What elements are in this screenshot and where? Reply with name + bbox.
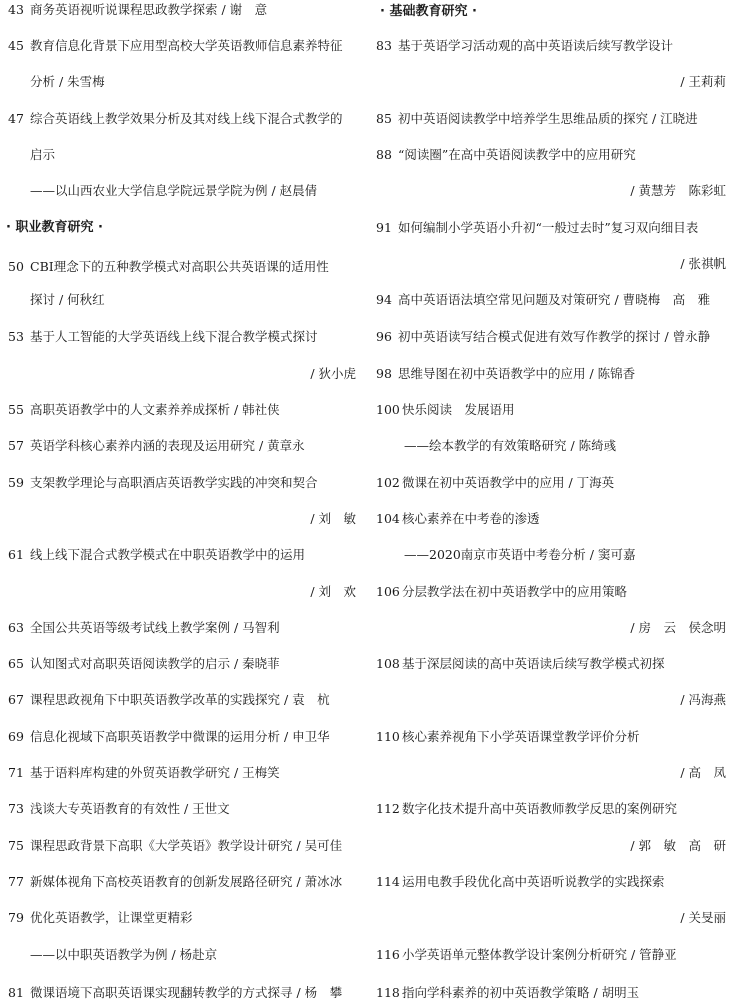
toc-entry[interactable] xyxy=(8,801,230,817)
page-number: 112 xyxy=(376,801,400,816)
toc-entry-author[interactable] xyxy=(398,910,726,926)
toc-entry[interactable] xyxy=(376,402,515,418)
toc-entry-author[interactable] xyxy=(398,838,726,854)
toc-entry-continued[interactable] xyxy=(30,74,105,90)
toc-entry-subtitle[interactable] xyxy=(404,547,635,563)
toc-entry[interactable] xyxy=(8,910,193,926)
toc-entry[interactable] xyxy=(376,366,635,382)
toc-entry-subtitle[interactable] xyxy=(404,438,616,454)
toc-entry[interactable] xyxy=(376,874,665,890)
entry-title: 教育信息化背景下应用型高校大学英语教师信息素养特征 xyxy=(30,38,343,53)
entry-title: CBI理念下的五种教学模式对高职公共英语课的适用性 xyxy=(30,259,329,274)
toc-entry-author[interactable] xyxy=(398,256,726,272)
entry-title: 认知图式对高职英语阅读教学的启示 / 秦晓菲 xyxy=(30,656,280,671)
entry-title: 启示 xyxy=(30,147,56,162)
entry-title: 优化英语教学，让课堂更精彩 xyxy=(30,910,193,925)
toc-entry-continued[interactable] xyxy=(30,292,105,308)
toc-entry-subtitle[interactable] xyxy=(30,947,217,963)
page-number: 53 xyxy=(8,329,24,344)
toc-entry[interactable] xyxy=(376,947,677,963)
entry-title: 全国公共英语等级考试线上教学案例 / 马智利 xyxy=(30,620,280,635)
page-number: 65 xyxy=(8,656,24,671)
entry-author: / 房 云 侯念明 xyxy=(630,620,726,635)
entry-author: / 冯海燕 xyxy=(680,692,726,707)
entry-title: 核心素养在中考卷的渗透 xyxy=(402,511,540,526)
toc-entry[interactable] xyxy=(376,511,540,527)
toc-entry-author[interactable] xyxy=(30,511,356,527)
page-number: 69 xyxy=(8,729,24,744)
entry-title: 小学英语单元整体教学设计案例分析研究 / 管静亚 xyxy=(402,947,677,962)
toc-entry[interactable] xyxy=(376,584,627,600)
toc-entry-continued[interactable] xyxy=(30,147,55,163)
entry-title: 英语学科核心素养内涵的表现及运用研究 / 黄章永 xyxy=(30,438,305,453)
entry-title: ——以山西农业大学信息学院远景学院为例 / 赵晨倩 xyxy=(30,183,318,198)
toc-entry[interactable] xyxy=(376,111,698,127)
toc-entry-author[interactable] xyxy=(30,366,356,382)
toc-entry[interactable] xyxy=(8,2,267,18)
page-number: 108 xyxy=(376,656,400,671)
page-number: 75 xyxy=(8,838,24,853)
entry-author: / 黄慧芳 陈彩虹 xyxy=(630,183,726,198)
section-heading-vocational: · 职业教育研究 · xyxy=(6,220,103,235)
toc-entry[interactable] xyxy=(8,38,343,54)
entry-title: 如何编制小学英语小升初“一般过去时”复习双向细目表 xyxy=(398,220,699,235)
toc-entry[interactable] xyxy=(376,292,710,308)
entry-title: 商务英语视听说课程思政教学探索 / 谢 意 xyxy=(30,2,268,17)
page-number: 61 xyxy=(8,547,24,562)
page-number: 83 xyxy=(376,38,392,53)
entry-title: 微课在初中英语教学中的应用 / 丁海英 xyxy=(402,475,615,490)
entry-title: 思维导图在初中英语教学中的应用 / 陈锦香 xyxy=(398,366,636,381)
toc-entry-author[interactable] xyxy=(398,765,726,781)
page-number: 63 xyxy=(8,620,24,635)
toc-entry[interactable] xyxy=(8,620,280,636)
entry-title: 基于语料库构建的外贸英语教学研究 / 王梅笑 xyxy=(30,765,280,780)
entry-author: / 狄小虎 xyxy=(310,366,356,381)
page-number: 104 xyxy=(376,511,400,526)
page-number: 45 xyxy=(8,38,24,53)
entry-title: 新媒体视角下高校英语教育的创新发展路径研究 / 萧冰冰 xyxy=(30,874,343,889)
toc-entry[interactable] xyxy=(376,801,677,817)
entry-title: 快乐阅读 发展语用 xyxy=(402,402,515,417)
toc-entry[interactable] xyxy=(8,765,280,781)
page-number: 94 xyxy=(376,292,392,307)
toc-entry[interactable] xyxy=(8,692,330,708)
toc-entry-author[interactable] xyxy=(398,620,726,636)
page-number: 110 xyxy=(376,729,400,744)
entry-title: 信息化视域下高职英语教学中微课的运用分析 / 申卫华 xyxy=(30,729,330,744)
entry-title: 核心素养视角下小学英语课堂教学评价分析 xyxy=(402,729,640,744)
toc-entry[interactable] xyxy=(8,438,305,454)
toc-entry[interactable] xyxy=(376,38,673,54)
toc-entry[interactable] xyxy=(376,985,639,1001)
page-number: 47 xyxy=(8,111,24,126)
toc-entry[interactable] xyxy=(8,111,343,127)
page-number: 98 xyxy=(376,366,392,381)
entry-title: 浅谈大专英语教育的有效性 / 王世文 xyxy=(30,801,230,816)
toc-entry-subtitle[interactable] xyxy=(30,183,317,199)
entry-author: / 王莉莉 xyxy=(680,74,726,89)
toc-entry[interactable] xyxy=(376,329,710,345)
page-number: 57 xyxy=(8,438,24,453)
entry-title: 课程思政背景下高职《大学英语》教学设计研究 / 吴可佳 xyxy=(30,838,343,853)
entry-title: ——2020南京市英语中考卷分析 / 窦可嘉 xyxy=(404,547,636,562)
entry-author: / 张祺帆 xyxy=(680,256,726,271)
entry-title: 基于人工智能的大学英语线上线下混合教学模式探讨 xyxy=(30,329,318,344)
toc-entry[interactable] xyxy=(376,475,614,491)
page-number: 91 xyxy=(376,220,392,235)
page-number: 43 xyxy=(8,2,24,17)
page-number: 77 xyxy=(8,874,24,889)
toc-entry[interactable] xyxy=(376,147,636,163)
toc-entry-author[interactable] xyxy=(398,74,726,90)
toc-entry[interactable] xyxy=(8,729,330,745)
toc-entry[interactable] xyxy=(8,874,342,890)
toc-entry[interactable] xyxy=(8,656,280,672)
entry-title: 综合英语线上教学效果分析及其对线上线下混合式教学的 xyxy=(30,111,343,126)
toc-entry[interactable] xyxy=(8,259,329,275)
entry-title: 课程思政视角下中职英语教学改革的实践探究 / 袁 杭 xyxy=(30,692,330,707)
page-number: 102 xyxy=(376,475,400,490)
entry-title: ——以中职英语教学为例 / 杨赴京 xyxy=(30,947,218,962)
toc-entry[interactable] xyxy=(8,838,342,854)
entry-title: 基于深层阅读的高中英语读后续写教学模式初探 xyxy=(402,656,665,671)
toc-entry[interactable] xyxy=(376,220,698,236)
page-number: 118 xyxy=(376,985,400,1000)
entry-author: / 关旻丽 xyxy=(680,910,726,925)
entry-author: / 高 凤 xyxy=(680,765,726,780)
section-heading-basic: · 基础教育研究 · xyxy=(380,4,477,19)
page-number: 88 xyxy=(376,147,392,162)
page-number: 59 xyxy=(8,475,24,490)
page-number: 85 xyxy=(376,111,392,126)
entry-author: / 刘 欢 xyxy=(310,584,356,599)
toc-entry[interactable] xyxy=(8,402,280,418)
entry-title: 基于英语学习活动观的高中英语读后续写教学设计 xyxy=(398,38,674,53)
page-number: 50 xyxy=(8,259,24,274)
page-number: 100 xyxy=(376,402,400,417)
page-number: 81 xyxy=(8,985,24,1000)
page-number: 106 xyxy=(376,584,400,599)
page-number: 55 xyxy=(8,402,24,417)
page-number: 79 xyxy=(8,910,24,925)
toc-entry[interactable] xyxy=(8,547,305,563)
entry-title: 微课语境下高职英语课实现翻转教学的方式探寻 / 杨 攀 xyxy=(30,985,343,1000)
entry-author: / 郭 敏 高 研 xyxy=(630,838,726,853)
entry-title: “阅读圈”在高中英语阅读教学中的应用研究 xyxy=(398,147,636,162)
toc-entry-author[interactable] xyxy=(30,584,356,600)
entry-title: 高职英语教学中的人文素养养成探析 / 韩社侠 xyxy=(30,402,280,417)
entry-title: 支架教学理论与高职酒店英语教学实践的冲突和契合 xyxy=(30,475,318,490)
entry-title: 线上线下混合式教学模式在中职英语教学中的运用 xyxy=(30,547,306,562)
entry-title: 数字化技术提升高中英语教师教学反思的案例研究 xyxy=(402,801,678,816)
entry-title: 探讨 / 何秋红 xyxy=(30,292,105,307)
toc-entry[interactable] xyxy=(376,656,665,672)
toc-entry-author[interactable] xyxy=(398,183,726,199)
entry-title: ——绘本教学的有效策略研究 / 陈绮彧 xyxy=(404,438,617,453)
entry-title: 分层教学法在初中英语教学中的应用策略 xyxy=(402,584,628,599)
page-number: 114 xyxy=(376,874,400,889)
entry-title: 初中英语阅读教学中培养学生思维品质的探究 / 江晓进 xyxy=(398,111,698,126)
entry-title: 分析 / 朱雪梅 xyxy=(30,74,105,89)
entry-title: 初中英语读写结合模式促进有效写作教学的探讨 / 曾永静 xyxy=(398,329,711,344)
page-number: 116 xyxy=(376,947,400,962)
entry-author: / 刘 敏 xyxy=(310,511,356,526)
toc-entry[interactable] xyxy=(376,729,640,745)
toc-entry[interactable] xyxy=(8,475,318,491)
toc-entry-author[interactable] xyxy=(398,692,726,708)
entry-title: 指向学科素养的初中英语教学策略 / 胡明玉 xyxy=(402,985,640,1000)
page-number: 96 xyxy=(376,329,392,344)
page-number: 67 xyxy=(8,692,24,707)
toc-entry[interactable] xyxy=(8,329,318,345)
toc-entry[interactable] xyxy=(8,985,342,1001)
page-number: 71 xyxy=(8,765,24,780)
entry-title: 高中英语语法填空常见问题及对策研究 / 曹晓梅 高 雅 xyxy=(398,292,711,307)
entry-title: 运用电教手段优化高中英语听说教学的实践探索 xyxy=(402,874,665,889)
page-number: 73 xyxy=(8,801,24,816)
